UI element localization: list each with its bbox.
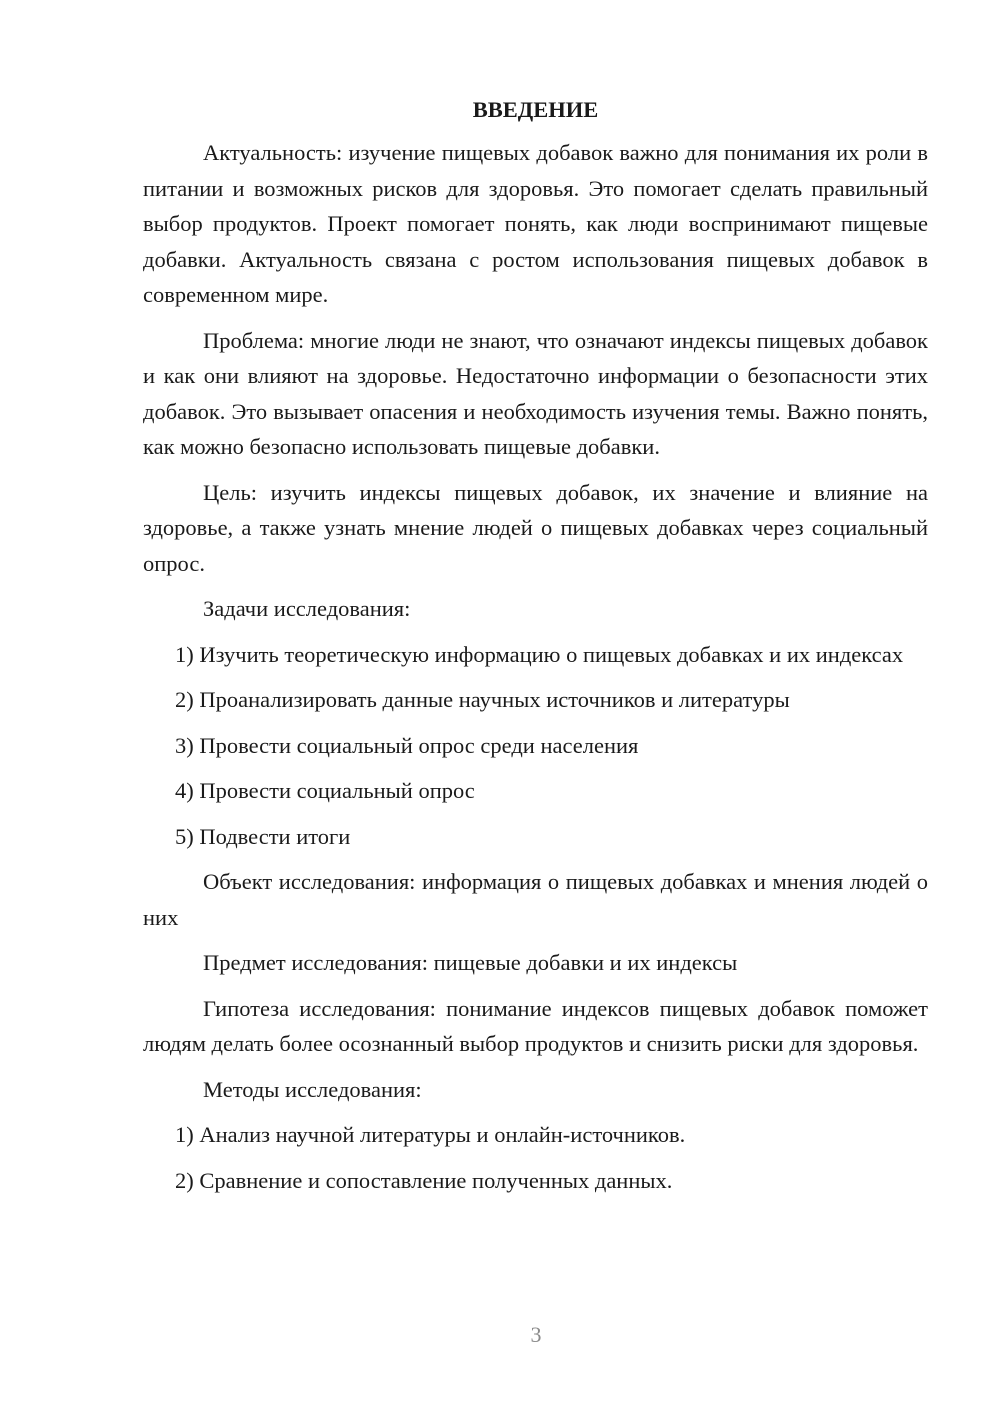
task-item-4: 4) Провести социальный опрос <box>175 778 475 803</box>
methods-heading: Методы исследования: <box>203 1076 422 1102</box>
document-page <box>143 95 928 1208</box>
task-item-5: 5) Подвести итоги <box>175 823 351 849</box>
goal-paragraph: Цель: изучить индексы пищевых добавок, их значение и влияние на здоровье, а также узнать мнение людей о пищевых добавках через социальный опрос. <box>143 479 928 576</box>
task-item-2: 2) Проанализировать данные научных источников и литературы <box>175 687 790 712</box>
task-item-1: 1) Изучить теоретическую информацию о пищевых добавках и их индексах <box>175 641 904 667</box>
object-paragraph: Объект исследования: информация о пищевых добавках и мнения людей о них <box>143 869 928 930</box>
tasks-heading: Задачи исследования: <box>203 596 411 621</box>
page-number: 3 <box>530 1322 542 1347</box>
method-item-2: 2) Сравнение и сопоставление полученных данных. <box>175 1167 673 1193</box>
task-item-3: 3) Провести социальный опрос среди населения <box>175 732 639 758</box>
section-title: ВВЕДЕНИЕ <box>472 97 599 122</box>
problem-paragraph: Проблема: многие люди не знают, что означают индексы пищевых добавок и как они влияют на здоровье. Недостаточно информации о безопасности этих добавок. Это вызывает опасения и необходимость изучения темы. Важно понять, как можно безопасно использовать пищевые добавки. <box>143 327 928 459</box>
subject-paragraph: Предмет исследования: пищевые добавки и их индексы <box>203 950 738 975</box>
relevance-paragraph: Актуальность: изучение пищевых добавок важно для понимания их роли в питании и возможных рисков для здоровья. Это помогает сделать правильный выбор продуктов. Проект помогает понять, как люди воспринимают пищевые добавки. Актуальность связана с ростом использования пищевых добавок в современном мире. <box>143 140 928 307</box>
method-item-1: 1) Анализ научной литературы и онлайн-источников. <box>175 1122 686 1147</box>
hypothesis-paragraph: Гипотеза исследования: понимание индексов пищевых добавок поможет людям делать более осознанный выбор продуктов и снизить риски для здоровья. <box>143 995 928 1056</box>
